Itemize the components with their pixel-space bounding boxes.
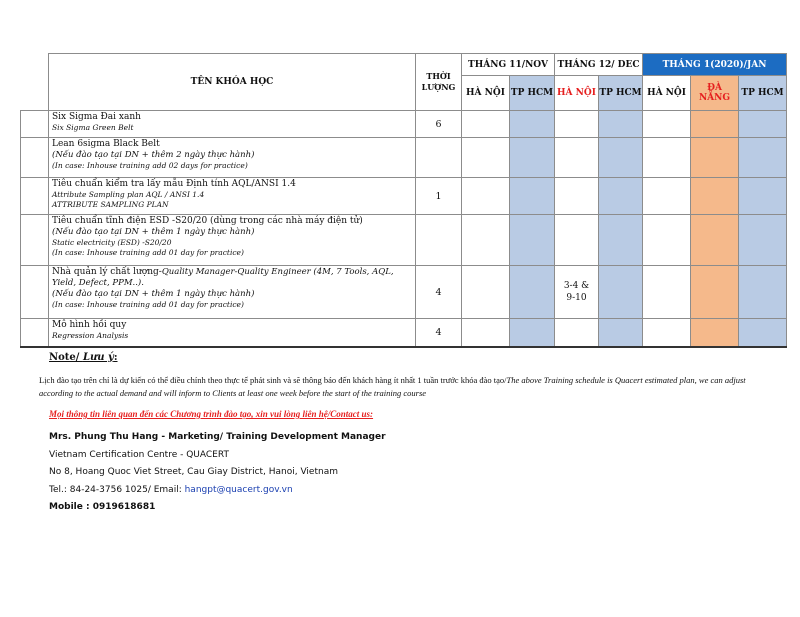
schedule-cell bbox=[691, 319, 739, 347]
schedule-cell bbox=[555, 178, 599, 215]
schedule-cell bbox=[691, 215, 739, 266]
course-name-en: Six Sigma Green Belt bbox=[52, 123, 134, 132]
schedule-cell bbox=[691, 138, 739, 178]
course-name-vi: Lean 6sigma Black Belt bbox=[52, 139, 160, 149]
course-cell bbox=[49, 319, 416, 347]
note-text bbox=[39, 374, 759, 400]
schedule-cell bbox=[462, 111, 510, 138]
course-name-vi: Tiêu chuẩn kiểm tra lấy mẫu Định tính AQL/ANSI 1.4 bbox=[52, 179, 296, 189]
month-header-row bbox=[21, 54, 787, 76]
contact-tel: Tel.: 84-24-3756 1025/ Email: bbox=[49, 484, 185, 495]
contact-name: Mrs. Phung Thu Hang - Marketing/ Training Development Manager bbox=[49, 432, 386, 442]
schedule-cell bbox=[599, 111, 643, 138]
schedule-cell bbox=[510, 178, 555, 215]
course-name-header: TÊN KHÓA HỌC bbox=[49, 54, 416, 111]
contact-mobile: Mobile : 0919618681 bbox=[49, 502, 156, 512]
course-cell bbox=[49, 111, 416, 138]
course-name-en: Static electricity (ESD) -S20/20 bbox=[52, 238, 172, 247]
schedule-cell bbox=[691, 111, 739, 138]
city-header-dec-hcm: TP HCM bbox=[599, 76, 643, 111]
course-note-en: (In case: Inhouse training add 01 day for practice) bbox=[52, 248, 244, 257]
schedule-cell bbox=[555, 319, 599, 347]
contact-block bbox=[49, 429, 386, 517]
schedule-cell bbox=[462, 215, 510, 266]
contact-tel-email bbox=[49, 482, 386, 500]
course-name-vi: Tiêu chuẩn tĩnh điện ESD -S20/20 (dùng trong các nhà máy điện tử) bbox=[52, 216, 363, 226]
schedule-cell bbox=[462, 138, 510, 178]
schedule-cell bbox=[643, 215, 691, 266]
duration-header-line2: LƯỢNG bbox=[421, 82, 456, 92]
schedule-cell bbox=[510, 266, 555, 319]
schedule-cell bbox=[599, 178, 643, 215]
city-header-dec-hanoi: HÀ NỘI bbox=[555, 76, 599, 111]
duration-header-line1: THỜI bbox=[426, 71, 451, 81]
schedule-cell bbox=[643, 319, 691, 347]
schedule-date-2: 9-10 bbox=[566, 293, 587, 303]
duration-cell: 4 bbox=[416, 319, 462, 347]
course-note-en: (In case: Inhouse training add 01 day for practice) bbox=[52, 300, 244, 309]
row-stub bbox=[21, 266, 49, 319]
course-name-vi bbox=[52, 267, 412, 289]
schedule-cell bbox=[462, 319, 510, 347]
note-title-colon: : bbox=[113, 352, 118, 363]
course-cell bbox=[49, 178, 416, 215]
row-stub bbox=[21, 319, 49, 347]
training-schedule-table bbox=[20, 53, 787, 348]
table-row bbox=[21, 266, 787, 319]
course-note-vi: (Nếu đào tạo tại DN + thêm 1 ngày thực hành) bbox=[52, 227, 255, 237]
duration-cell: 4 bbox=[416, 266, 462, 319]
note-title-vi: Lưu ý bbox=[82, 352, 114, 363]
schedule-cell bbox=[643, 138, 691, 178]
schedule-cell bbox=[510, 215, 555, 266]
note-text-en: The above Training schedule is Quacert estimated plan, we can adjust according to the actual demand and will inform to Clients at least one week before the start of the training course bbox=[39, 375, 746, 398]
course-name-en-inline: Quality Manager-Quality Engineer (4M, 7 Tools, AQL, Yield, Defect, PPM..). bbox=[52, 267, 394, 288]
contact-org: Vietnam Certification Centre - QUACERT bbox=[49, 449, 229, 460]
row-stub-header bbox=[21, 54, 49, 111]
contact-email-link[interactable]: hangpt@quacert.gov.vn bbox=[184, 484, 293, 495]
schedule-cell bbox=[691, 266, 739, 319]
course-name-en: Regression Analysis bbox=[52, 331, 129, 340]
schedule-cell bbox=[599, 215, 643, 266]
schedule-cell bbox=[739, 111, 787, 138]
row-stub bbox=[21, 111, 49, 138]
row-stub bbox=[21, 178, 49, 215]
row-stub bbox=[21, 215, 49, 266]
schedule-cell bbox=[462, 266, 510, 319]
table-row bbox=[21, 319, 787, 347]
schedule-cell bbox=[599, 138, 643, 178]
note-title-en: Note/ bbox=[49, 352, 83, 363]
contact-address: No 8, Hoang Quoc Viet Street, Cau Giay District, Hanoi, Vietnam bbox=[49, 467, 338, 477]
schedule-cell bbox=[643, 111, 691, 138]
month-nov-header: THÁNG 11/NOV bbox=[462, 54, 555, 76]
city-header-jan-danang: ĐÀ NẴNG bbox=[691, 76, 739, 111]
city-header-jan-hcm: TP HCM bbox=[739, 76, 787, 111]
row-stub bbox=[21, 138, 49, 178]
schedule-date-1: 3-4 & bbox=[563, 281, 590, 291]
table-row bbox=[21, 178, 787, 215]
city-header-jan-hanoi: HÀ NỘI bbox=[643, 76, 691, 111]
duration-cell: 1 bbox=[416, 178, 462, 215]
table-row bbox=[21, 215, 787, 266]
duration-cell bbox=[416, 138, 462, 178]
city-header-nov-hcm: TP HCM bbox=[510, 76, 555, 111]
schedule-cell bbox=[739, 178, 787, 215]
schedule-cell bbox=[555, 138, 599, 178]
course-name-vi: Six Sigma Đai xanh bbox=[52, 112, 141, 122]
course-note-vi: (Nếu đào tạo tại DN + thêm 2 ngày thực hành) bbox=[52, 150, 255, 160]
duration-header bbox=[416, 54, 462, 111]
schedule-cell bbox=[739, 266, 787, 319]
schedule-cell bbox=[739, 319, 787, 347]
schedule-cell bbox=[691, 178, 739, 215]
schedule-cell bbox=[510, 111, 555, 138]
course-name-vi: Mô hình hồi quy bbox=[52, 320, 127, 330]
schedule-cell bbox=[599, 319, 643, 347]
schedule-cell bbox=[510, 138, 555, 178]
schedule-cell bbox=[510, 319, 555, 347]
schedule-cell bbox=[739, 215, 787, 266]
duration-cell bbox=[416, 215, 462, 266]
schedule-cell bbox=[739, 138, 787, 178]
schedule-cell-dec-hanoi bbox=[555, 266, 599, 319]
note-title bbox=[49, 352, 118, 363]
course-cell bbox=[49, 266, 416, 319]
schedule-cell bbox=[643, 178, 691, 215]
contact-us-heading: Mọi thông tin liên quan đến các Chương trình đào tạo, xin vui lòng liên hệ/Contact us: bbox=[49, 409, 374, 419]
course-name-en: Attribute Sampling plan AQL / ANSI 1.4 bbox=[52, 190, 205, 199]
course-name-en-caps: ATTRIBUTE SAMPLING PLAN bbox=[52, 200, 169, 209]
course-note-en: (In case: Inhouse training add 02 days for practice) bbox=[52, 161, 248, 170]
schedule-cell bbox=[462, 178, 510, 215]
city-header-nov-hanoi: HÀ NỘI bbox=[462, 76, 510, 111]
note-text-vi: Lịch đào tạo trên chỉ là dự kiến có thể điều chỉnh theo thực tế phát sinh và sẽ thông báo đến khách hàng ít nhất 1 tuần trước khóa đào tạo/ bbox=[39, 375, 507, 385]
schedule-cell bbox=[643, 266, 691, 319]
table-row bbox=[21, 138, 787, 178]
schedule-cell bbox=[555, 215, 599, 266]
month-jan-header: THÁNG 1(2020)/JAN bbox=[643, 54, 787, 76]
course-cell bbox=[49, 215, 416, 266]
schedule-cell bbox=[555, 111, 599, 138]
duration-cell: 6 bbox=[416, 111, 462, 138]
schedule-cell bbox=[599, 266, 643, 319]
month-dec-header: THÁNG 12/ DEC bbox=[555, 54, 643, 76]
table-row bbox=[21, 111, 787, 138]
course-name-vi-prefix: Nhà quản lý chất lượng- bbox=[52, 267, 162, 277]
course-cell bbox=[49, 138, 416, 178]
course-note-vi: (Nếu đào tạo tại DN + thêm 1 ngày thực hành) bbox=[52, 289, 255, 299]
